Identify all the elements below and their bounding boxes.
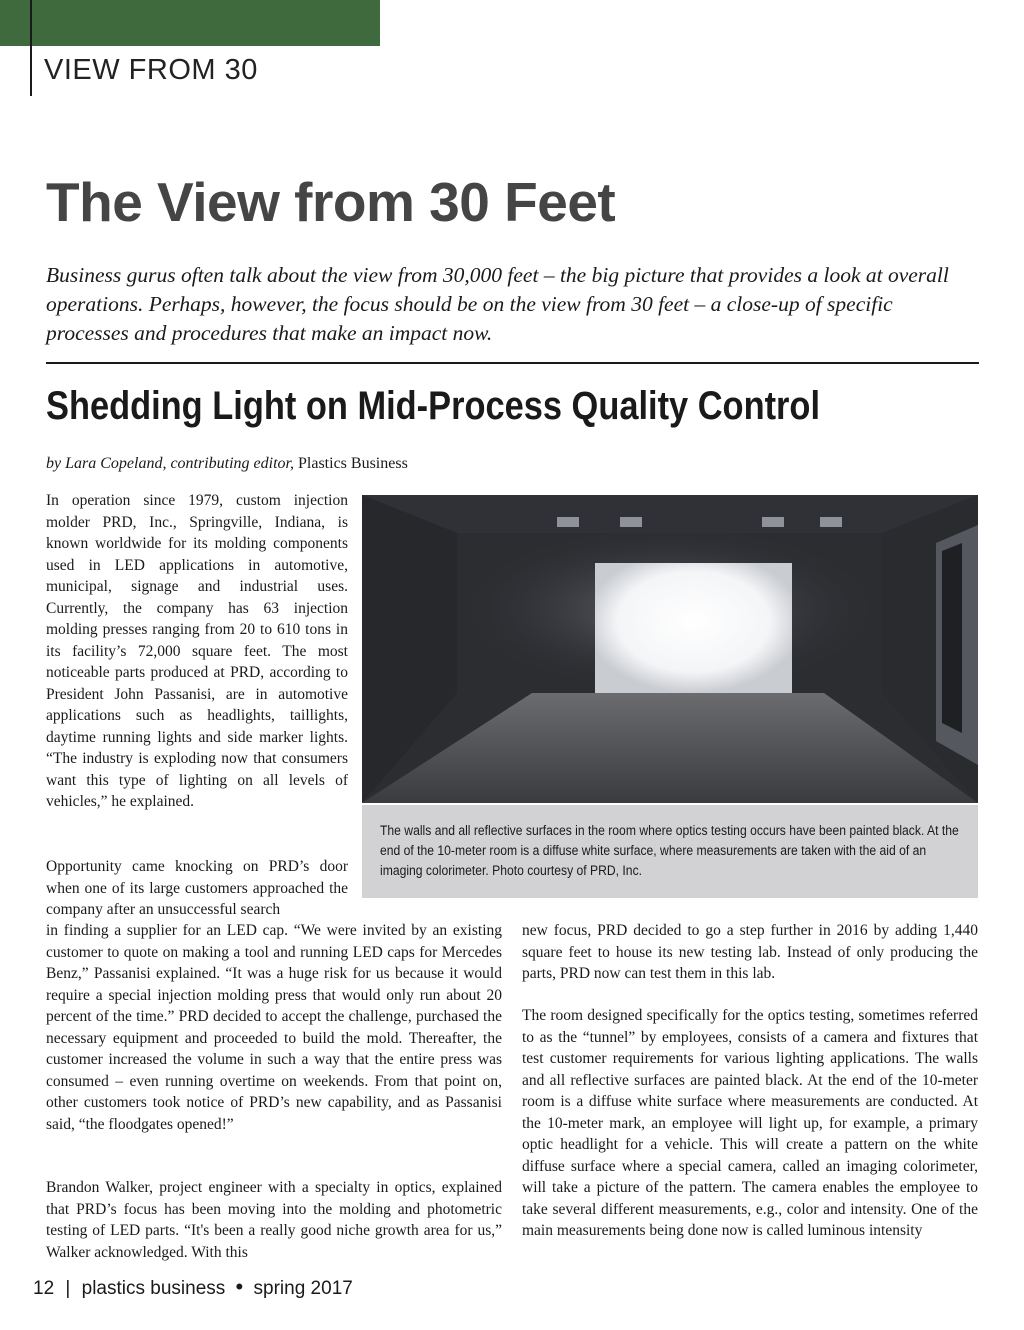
photo-caption: The walls and all reflective surfaces in the room where optics testing occurs have been painted black. At the end of the 10-meter room is a diffuse white surface, where measurements are taken with the aid of an imaging colorimeter. Photo courtesy of PRD, Inc.: [380, 823, 959, 878]
testing-room-illustration: [362, 495, 978, 803]
article-paragraph-2b: in finding a supplier for an LED cap. “We were invited by an existing customer to quote on making a tool and running LED caps for Mercedes Benz,” Passanisi explained. “It was a huge risk for us because it would require a special injection molding press that would only run about 20 percent of the time.” PRD decided to accept the challenge, purchased the necessary equipment and proceeded to build the mold. Thereafter, the customer increased the volume in such a way that the entire press was consumed – even running overtime on weekends. From that point on, other customers took notice of PRD’s new capability, and as Passanisi said, “the floodgates opened!”: [46, 922, 502, 1133]
article-paragraph-2a: Opportunity came knocking on PRD’s door when one of its large customers approached the company after an unsuccessful search: [46, 858, 348, 918]
footer-separator: |: [65, 1278, 71, 1299]
article-title: Shedding Light on Mid-Process Quality Control: [46, 384, 820, 428]
header-accent-bar: [0, 0, 380, 46]
page-title: The View from 30 Feet: [46, 171, 616, 233]
footer-bullet: •: [235, 1274, 244, 1299]
byline: [46, 455, 408, 473]
section-label: VIEW FROM 30: [44, 54, 258, 86]
article-paragraph-1: In operation since 1979, custom injection molder PRD, Inc., Springville, Indiana, is known worldwide for its molding components used in LED applications in automotive, municipal, signage and industrial uses. Currently, the company has 63 injection molding presses ranging from 20 to 610 tons in its facility’s 72,000 square feet. The most noticeable parts produced at PRD, according to President John Passanisi, are in automotive applications such as headlights, taillights, daytime running lights and side marker lights. “The industry is exploding now that consumers want this type of lighting on all levels of vehicles,” he explained.: [46, 492, 348, 810]
header-vertical-rule: [30, 0, 32, 96]
intro-paragraph: Business gurus often talk about the view from 30,000 feet – the big picture that provides a look at overall operations. Perhaps, however, the focus should be on the view from 30 feet – a close-up of specific processes and procedures that make an impact now.: [46, 263, 949, 345]
title-divider: [46, 362, 979, 364]
byline-publication: Plastics Business: [298, 455, 408, 472]
footer-publication: plastics business: [81, 1278, 226, 1299]
page-footer: [33, 1274, 353, 1300]
byline-author: by Lara Copeland, contributing editor,: [46, 455, 294, 472]
testing-room-photo: [362, 495, 978, 803]
page-number: 12: [33, 1278, 55, 1299]
article-paragraph-5: The room designed specifically for the optics testing, sometimes referred to as the “tunnel” by employees, consists of a camera and fixtures that test customer requirements for various lighting applications. The walls and all reflective surfaces are painted black. At the end of the 10-meter room is a diffuse white surface where measurements are conducted. At the 10-meter mark, an employee will light up, for example, a primary optic headlight for a vehicle. This will create a pattern on the white diffuse surface where a special camera, called an imaging colorimeter, will take a picture of the pattern. The camera enables the employee to take several different measurements, e.g., color and intensity. One of the main measurements being done now is called luminous intensity: [522, 1007, 978, 1239]
photo-caption-box: [362, 805, 978, 898]
article-paragraph-3: Brandon Walker, project engineer with a specialty in optics, explained that PRD’s focus has been moving into the molding and photometric testing of LED parts. “It's been a really good niche growth area for us,” Walker acknowledged. With this: [46, 1179, 502, 1261]
article-paragraph-4: new focus, PRD decided to go a step further in 2016 by adding 1,440 square feet to house its new testing lab. Instead of only producing the parts, PRD now can test them in this lab.: [522, 922, 978, 982]
footer-issue: spring 2017: [253, 1278, 353, 1299]
